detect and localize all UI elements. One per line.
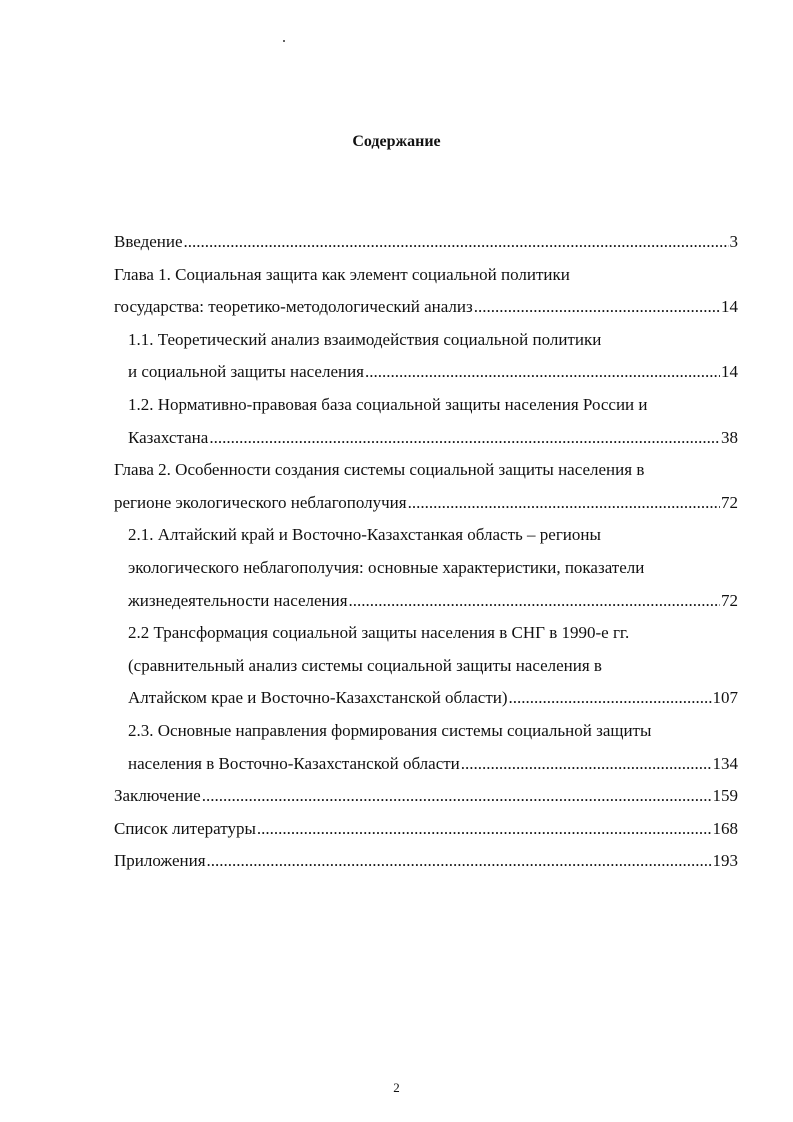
- toc-page-number: 14: [721, 297, 738, 317]
- dot-leader: [461, 748, 712, 781]
- toc-entry-chapter-2[interactable]: [114, 454, 738, 519]
- toc-entry-text: 2.1. Алтайский край и Восточно-Казахстанкая область – регионы: [128, 525, 601, 545]
- toc-entry-text: Введение: [114, 232, 183, 251]
- toc-entry-section-1-1[interactable]: [114, 324, 738, 389]
- toc-entry-text: (сравнительный анализ системы социальной защиты населения в: [128, 655, 602, 675]
- toc-entry-section-2-3[interactable]: [114, 715, 738, 780]
- toc-entry-text: Список литературы: [114, 818, 256, 838]
- toc-entry-text: 1.2. Нормативно-правовая база социальной защиты населения России и: [128, 394, 648, 414]
- dot-leader: [408, 487, 720, 520]
- toc-page-number: 38: [721, 427, 738, 447]
- toc-page-number: 72: [721, 590, 738, 610]
- toc-entry-text: 1.1. Теоретический анализ взаимодействия социальной политики: [128, 329, 602, 349]
- toc-entry-text: Заключение: [114, 786, 201, 806]
- toc-entry-section-2-2[interactable]: [114, 617, 738, 715]
- toc-page-number: 159: [712, 786, 738, 806]
- toc-entry-section-1-2[interactable]: [114, 389, 738, 454]
- toc-entry-chapter-1[interactable]: [114, 259, 738, 324]
- dot-leader: [365, 356, 720, 389]
- toc-page-number: 3: [729, 232, 738, 251]
- toc-entry-text: Глава 1. Социальная защита как элемент социальной политики: [114, 264, 570, 284]
- toc-entry-text: Глава 2. Особенности создания системы социальной защиты населения в: [114, 460, 645, 480]
- toc-entry-section-2-1[interactable]: [114, 519, 738, 617]
- dot-leader: [209, 422, 720, 455]
- toc-entry-text: и социальной защиты населения: [128, 362, 364, 382]
- toc-page-number: 107: [712, 688, 738, 708]
- toc-entry-text: Приложения: [114, 851, 206, 871]
- toc-entry-introduction[interactable]: [114, 226, 738, 259]
- toc-entry-references[interactable]: [114, 813, 738, 846]
- toc-entry-text: экологического неблагополучия: основные характеристики, показатели: [128, 557, 645, 577]
- toc-entry-text: регионе экологического неблагополучия: [114, 492, 407, 512]
- toc-entry-text: 2.2 Трансформация социальной защиты населения в СНГ в 1990-е гг.: [128, 623, 630, 643]
- page-number: 2: [393, 1080, 400, 1095]
- scan-speck: [283, 40, 285, 42]
- dot-leader: [184, 226, 729, 259]
- toc-entry-conclusion[interactable]: [114, 780, 738, 813]
- dot-leader: [509, 682, 712, 715]
- toc-page-number: 72: [721, 492, 738, 512]
- page-title: Содержание: [352, 133, 441, 150]
- table-of-contents: [114, 226, 738, 878]
- toc-entry-text: населения в Восточно-Казахстанской области: [128, 753, 460, 773]
- toc-entry-text: жизнедеятельности населения: [128, 590, 348, 610]
- dot-leader: [207, 845, 712, 878]
- toc-page-number: 193: [712, 851, 738, 871]
- dot-leader: [349, 585, 720, 618]
- toc-entry-appendices[interactable]: [114, 845, 738, 878]
- toc-entry-text: Алтайском крае и Восточно-Казахстанской области): [128, 688, 508, 708]
- toc-entry-text: 2.3. Основные направления формирования системы социальной защиты: [128, 720, 652, 740]
- dot-leader: [257, 813, 712, 846]
- dot-leader: [202, 780, 712, 813]
- toc-page-number: 14: [721, 362, 738, 382]
- toc-page-number: 134: [712, 753, 738, 773]
- toc-entry-text: государства: теоретико-методологический анализ: [114, 297, 473, 317]
- toc-entry-text: Казахстана: [128, 427, 209, 447]
- toc-page-number: 168: [712, 818, 738, 838]
- dot-leader: [474, 291, 720, 324]
